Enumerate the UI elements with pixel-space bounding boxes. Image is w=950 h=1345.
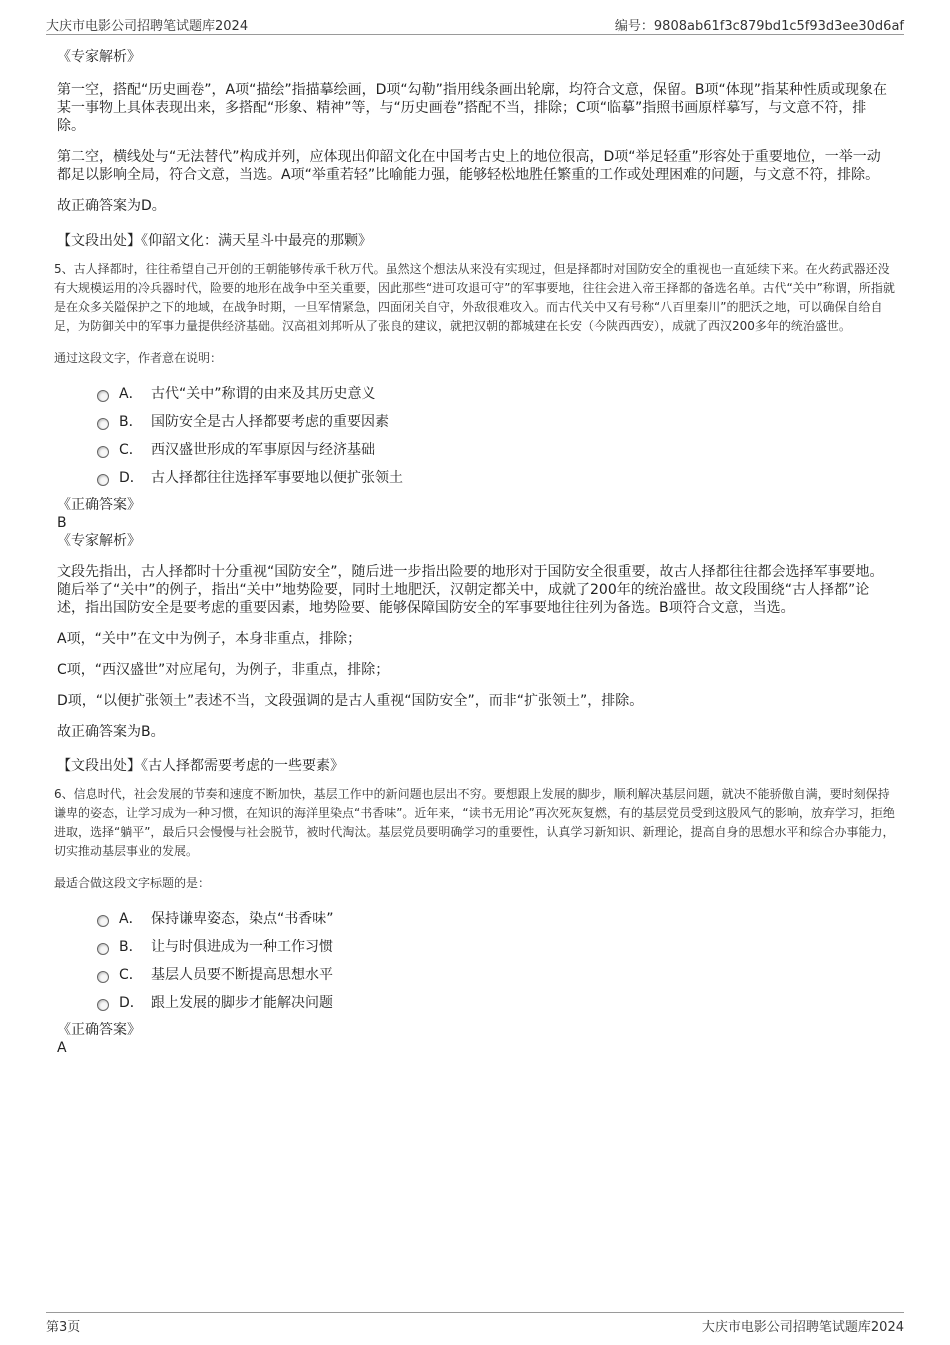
option-letter: D． bbox=[119, 995, 144, 1011]
q4-source: 【文段出处】《仰韶文化：满天星斗中最亮的那颗》 bbox=[57, 233, 372, 249]
option-text: 保持谦卑姿态，染点“书香味” bbox=[151, 911, 334, 927]
option-letter: B． bbox=[119, 939, 143, 955]
footer-title: 大庆市电影公司招聘笔试题库2024 bbox=[701, 1320, 904, 1335]
q5-lead: 通过这段文字，作者意在说明： bbox=[54, 351, 223, 365]
q5-analysis-para2: A项，“关中”在文中为例子，本身非重点，排除； bbox=[57, 631, 362, 647]
q5-option-c[interactable] bbox=[57, 440, 900, 468]
q5-answer: B bbox=[57, 515, 67, 531]
page-footer bbox=[46, 1312, 904, 1335]
q6-option-d[interactable] bbox=[57, 993, 900, 1021]
option-letter: B． bbox=[119, 414, 143, 430]
q5-stem: 5、古人择都时，往往希望自己开创的王朝能够传承千秋万代。虽然这个想法从来没有实现过，但是择都时对国防安全的重视也一直延续下来。在火药武器还没有大规模运用的冷兵器时代，险要的地形在战争中至关重要，因此那些“进可攻退可守”的军事要地，往往会进入帝王择都的备选名单。古代“关中”称谓，所指就是在众多关隘保护之下的地域，在战争时期，一旦军情紧急，四面闭关自守，外敌很难攻入。而古代关中又有号称“八百里秦川”的肥沃之地，可以确保自给自足，为防御关中的军事力量提供经济基础。汉高祖刘邦听从了张良的建议，就把汉朝的都城建在长安（今陕西西安），成就了西汉200多年的统治盛世。 bbox=[54, 262, 895, 333]
option-text: 让与时俱进成为一种工作习惯 bbox=[151, 939, 333, 955]
option-text: 古人择都往往选择军事要地以便扩张领土 bbox=[151, 470, 403, 486]
radio-icon[interactable] bbox=[97, 943, 109, 955]
document-code-label: 编号： bbox=[614, 19, 654, 34]
option-text: 跟上发展的脚步才能解决问题 bbox=[151, 995, 333, 1011]
header-title: 大庆市电影公司招聘笔试题库2024 bbox=[46, 19, 249, 34]
q5-analysis-para3: C项，“西汉盛世”对应尾句，为例子，非重点，排除； bbox=[57, 662, 390, 678]
page-content bbox=[54, 48, 900, 1057]
option-text: 古代“关中”称谓的由来及其历史意义 bbox=[151, 386, 376, 402]
page-header bbox=[46, 12, 904, 35]
q4-analysis-para2: 第二空，横线处与“无法替代”构成并列，应体现出仰韶文化在中国考古史上的地位很高，D项“举足轻重”形容处于重要地位，一举一动都足以影响全局，符合文意，当选。A项“举重若轻”比喻能力强，能够轻松地胜任繁重的工作或处理困难的问题，与文意不符，排除。 bbox=[57, 149, 881, 183]
option-text: 基层人员要不断提高思想水平 bbox=[151, 967, 333, 983]
q6-option-c[interactable] bbox=[57, 965, 900, 993]
page-number: 第3页 bbox=[46, 1320, 81, 1335]
q5-option-a[interactable] bbox=[57, 384, 900, 412]
q4-analysis-para1: 第一空，搭配“历史画卷”，A项“描绘”指描摹绘画，D项“勾勒”指用线条画出轮廓，均符合文意，保留。B项“体现”指某种性质或现象在某一事物上具体表现出来，多搭配“形象、精神”等，与“历史画卷”搭配不当，排除；C项“临摹”指照书画原样摹写，与文意不符，排除。 bbox=[57, 82, 887, 134]
q6-option-a[interactable] bbox=[57, 909, 900, 937]
q5-conclusion: 故正确答案为B。 bbox=[57, 724, 165, 740]
radio-icon[interactable] bbox=[97, 418, 109, 430]
q4-conclusion: 故正确答案为D。 bbox=[57, 198, 166, 214]
q5-analysis-para4: D项，“以便扩张领土”表述不当，文段强调的是古人重视“国防安全”，而非“扩张领土”，排除。 bbox=[57, 693, 644, 709]
q5-analysis-para1: 文段先指出，古人择都时十分重视“国防安全”，随后进一步指出险要的地形对于国防安全很重要，故古人择都往往都会选择军事要地。随后举了“关中”的例子，指出“关中”地势险要，同时土地肥沃，汉朝定都关中，成就了200年的统治盛世。故文段围绕“古人择都”论述，指出国防安全是要考虑的重要因素，地势险要、能够保障国防安全的军事要地往往列为备选。B项符合文意，当选。 bbox=[57, 564, 884, 616]
option-letter: A． bbox=[119, 386, 143, 402]
q6-answer-label: 《正确答案》 bbox=[57, 1022, 141, 1038]
option-letter: C． bbox=[119, 967, 143, 983]
q5-option-b[interactable] bbox=[57, 412, 900, 440]
radio-icon[interactable] bbox=[97, 999, 109, 1011]
radio-icon[interactable] bbox=[97, 446, 109, 458]
option-text: 国防安全是古人择都要考虑的重要因素 bbox=[151, 414, 389, 430]
q6-lead: 最适合做这段文字标题的是： bbox=[54, 876, 211, 890]
q6-option-b[interactable] bbox=[57, 937, 900, 965]
option-letter: C． bbox=[119, 442, 143, 458]
q5-answer-label: 《正确答案》 bbox=[57, 497, 141, 513]
radio-icon[interactable] bbox=[97, 390, 109, 402]
radio-icon[interactable] bbox=[97, 915, 109, 927]
q6-stem: 6、信息时代，社会发展的节奏和速度不断加快，基层工作中的新问题也层出不穷。要想跟上发展的脚步，顺利解决基层问题，就决不能骄傲自满，要时刻保持谦卑的姿态，让学习成为一种习惯，在知识的海洋里染点“书香味”。近年来，“读书无用论”再次死灰复燃，有的基层党员受到这股风气的影响，放弃学习，拒绝进取，选择“躺平”，最后只会慢慢与社会脱节，被时代淘汰。基层党员要明确学习的重要性，认真学习新知识、新理论，提高自身的思想水平和综合办事能力，切实推动基层事业的发展。 bbox=[54, 787, 895, 858]
q4-analysis-label: 《专家解析》 bbox=[57, 49, 141, 65]
radio-icon[interactable] bbox=[97, 971, 109, 983]
q6-answer: A bbox=[57, 1040, 67, 1056]
option-text: 西汉盛世形成的军事原因与经济基础 bbox=[151, 442, 375, 458]
q5-analysis-label: 《专家解析》 bbox=[57, 533, 141, 549]
q5-option-d[interactable] bbox=[57, 468, 900, 496]
q5-source: 【文段出处】《古人择都需要考虑的一些要素》 bbox=[57, 758, 344, 774]
document-code bbox=[615, 15, 904, 34]
option-letter: D． bbox=[119, 470, 144, 486]
option-letter: A． bbox=[119, 911, 143, 927]
q5-options bbox=[57, 384, 900, 496]
q6-options bbox=[57, 909, 900, 1021]
document-code-value: 9808ab61f3c879bd1c5f93d3ee30d6af bbox=[653, 19, 904, 34]
radio-icon[interactable] bbox=[97, 474, 109, 486]
